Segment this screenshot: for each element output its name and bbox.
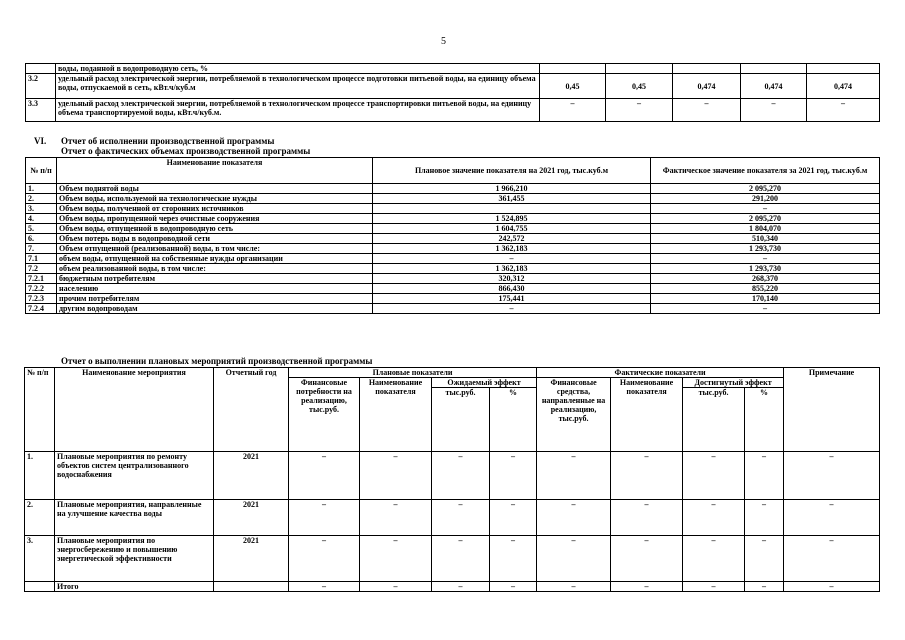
table-row: 3.3 удельный расход электрической энергии, потребляемой в технологическом процессе транспортировки питьевой воды, на единицу объема транспортируемой воды, кВт.ч/куб.м. – – – – – <box>26 99 880 122</box>
row-text: удельный расход электрической энергии, потребляемой в технологическом процессе подготовки питьевой воды, на единицу объема воды, отпускаемой в сеть, кВт.ч/куб.м <box>56 74 540 99</box>
header-plan-group: Плановые показатели <box>289 368 537 378</box>
table-row: 7.2 объем реализованной воды, в том числе: 1 362,183 1 293,730 <box>26 264 880 274</box>
measures-title: Отчет о выполнении плановых мероприятий производственной программы <box>61 356 373 366</box>
table-row: 2. Объем воды, используемой на технологические нужды 361,455 291,200 <box>26 194 880 204</box>
section-number: VI. <box>34 136 47 146</box>
header-plan-pct: % <box>490 388 537 452</box>
row-number: 3.2 <box>26 74 56 99</box>
header-name: Наименование мероприятия <box>55 368 214 452</box>
table-row: 7.2.2 населению 866,430 855,220 <box>26 284 880 294</box>
table-row: 7.2.1 бюджетным потребителям 320,312 268,370 <box>26 274 880 284</box>
table-row: 7.2.4 другим водопроводам – – <box>26 304 880 314</box>
table-row <box>26 64 880 74</box>
header-fact-fin: Финансовые средства, направленные на реализацию, тыс.руб. <box>537 378 611 452</box>
header-fact-pct: % <box>745 388 784 452</box>
table-row: 7. Объем отпущенной (реализованной) воды, в том числе: 1 362,183 1 293,730 <box>26 244 880 254</box>
row-number <box>26 64 56 74</box>
header-num: № п/п <box>26 158 57 184</box>
energy-consumption-table <box>25 63 880 122</box>
table-row: 6. Объем потерь воды в водопроводной сети 242,572 510,340 <box>26 234 880 244</box>
header-num: № п/п <box>25 368 55 452</box>
header-fact-group: Фактические показатели <box>537 368 784 378</box>
row-text: воды, поданной в водопроводную сеть, % <box>56 64 540 74</box>
table-row: 4. Объем воды, пропущенной через очистные сооружения 1 524,895 2 095,270 <box>26 214 880 224</box>
table-row: 5. Объем воды, отпущенной в водопроводную сеть 1 604,755 1 804,070 <box>26 224 880 234</box>
header-year: Отчетный год <box>214 368 289 452</box>
row-number: 3.3 <box>26 99 56 122</box>
header-fact-effect: Достигнутый эффект <box>683 378 784 388</box>
section-title: Отчет об исполнении производственной программы <box>61 136 275 146</box>
table-row: 7.2.3 прочим потребителям 175,441 170,140 <box>26 294 880 304</box>
header-fact-ind: Наименование показателя <box>611 378 683 452</box>
header-fact: Фактическое значение показателя за 2021 год, тыс.куб.м <box>651 158 880 184</box>
header-fact-rub: тыс.руб. <box>683 388 745 452</box>
table-row: 3.2 удельный расход электрической энергии, потребляемой в технологическом процессе подготовки питьевой воды, на единицу объема воды, отпускаемой в сеть, кВт.ч/куб.м 0,45 0,45 0,474 0,474 0,474 <box>26 74 880 99</box>
table-row: 7.1 объем воды, отпущенной на собственные нужды организации – – <box>26 254 880 264</box>
table-row: 3. Объем воды, полученной от сторонних источников – <box>26 204 880 214</box>
header-plan-effect: Ожидаемый эффект <box>432 378 537 388</box>
table-row: 1. Объем поднятой воды 1 966,210 2 095,270 <box>26 184 880 194</box>
section-subtitle: Отчет о фактических объемах производственной программы <box>61 146 311 156</box>
header-plan-rub: тыс.руб. <box>432 388 490 452</box>
header-plan-ind: Наименование показателя <box>360 378 432 452</box>
row-text: удельный расход электрической энергии, потребляемой в технологическом процессе транспортировки питьевой воды, на единицу объема транспортируемой воды, кВт.ч/куб.м. <box>56 99 540 122</box>
page-number: 5 <box>441 36 446 47</box>
header-plan: Плановое значение показателя на 2021 год, тыс.куб.м <box>373 158 651 184</box>
header-plan-fin: Финансовые потребности на реализацию, тыс.руб. <box>289 378 360 452</box>
volumes-table <box>25 157 880 314</box>
header-name: Наименование показателя <box>57 158 373 184</box>
measures-table <box>24 367 880 592</box>
table-header-row <box>26 158 880 184</box>
table-row: 1. Плановые мероприятия по ремонту объектов систем централизованного водоснабжения 2021 – – – – – – – – – <box>25 452 880 500</box>
table-row: 2. Плановые мероприятия, направленные на улучшение качества воды 2021 – – – – – – – – – <box>25 500 880 536</box>
table-header-row <box>25 368 880 378</box>
header-note: Примечание <box>784 368 880 452</box>
table-row: 3. Плановые мероприятия по энергосбережению и повышению энергетической эффективности 2021 – – – – – – – – – <box>25 536 880 582</box>
table-total-row: Итого – – – – – – – – – <box>25 582 880 592</box>
